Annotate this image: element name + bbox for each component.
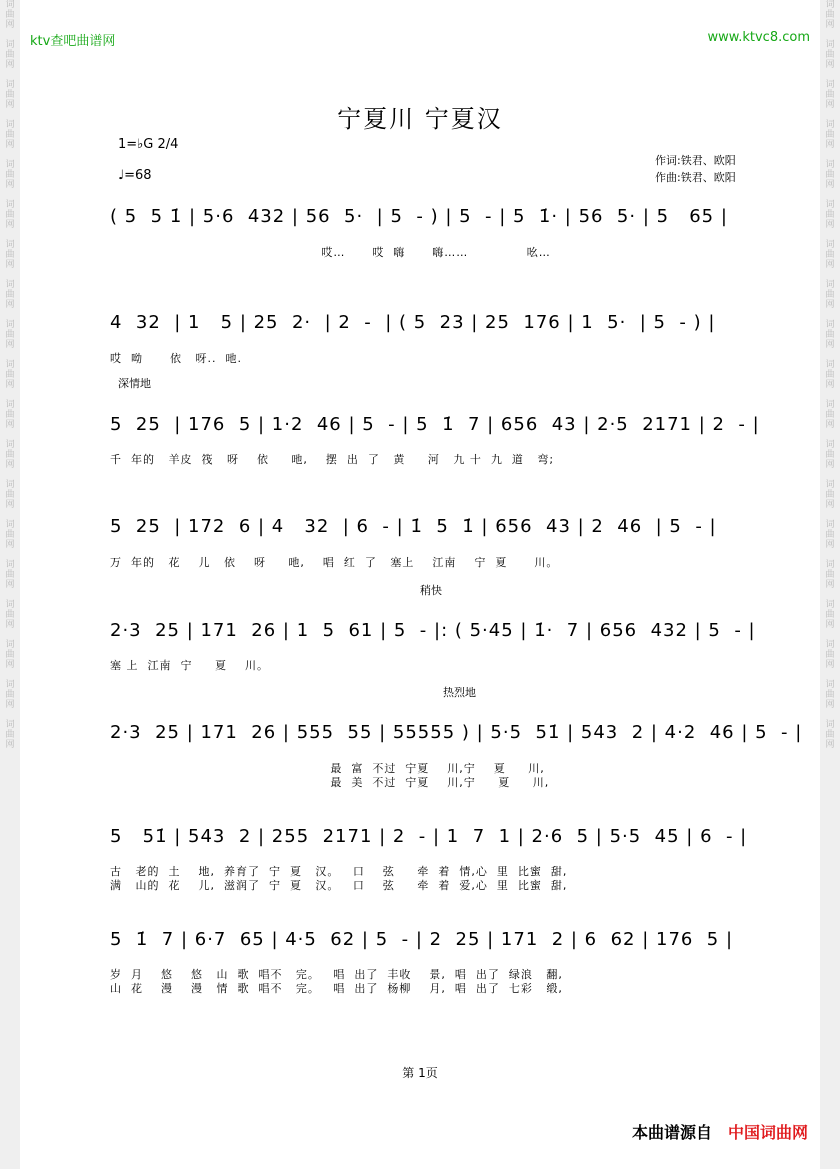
side-watermark-left: 词 曲 网 词 曲 网 词 曲 网 词 曲 网 词 曲 网 词 曲 网 词 曲 网 词 曲 网 词 曲 网 词 曲 网 词 曲 网 词 曲 网 词 曲 网 词 曲 网 词 曲 网 词 曲 网 词 曲 网 词 曲 网 词 曲 网 [0,0,20,1169]
lyric-line-4: 万 年的 花 儿 依 呀 吔, 唱 红 了 塞上 江南 宁 夏 川。 [110,556,559,569]
notation-row-2: 4 32 | 1 5 | 25 2· | 2 - | ( 5 23 | 25 176 | 1 5· | 5 - ) | [110,312,716,333]
notation-row-1: ( 5 5 1̇ | 5·6 432 | 56 5· | 5 - ) | 5 - | 5 1̇· | 56 5· | 5 65 | [110,206,728,227]
lyric-line-7a: 古 老的 土 地, 养育了 宁 夏 汉。 口 弦 牵 着 情,心 里 比蜜 甜, [110,865,568,878]
key-signature: 1=♭G 2/4 [118,137,179,152]
lyric-line-8b: 山 花 漫 漫 情 歌 唱不 完。 唱 出了 杨柳 月, 唱 出了 七彩 缎, [110,982,563,995]
composer: 作曲:铁君、欧阳 [655,171,736,184]
notation-row-5: 2·3 25 | 171 26 | 1 5 61 | 5 - |: ( 5·45 | 1̇· 7 | 656 432 | 5 - | [110,620,756,641]
lyric-line-7b: 满 山的 花 儿, 滋润了 宁 夏 汉。 口 弦 牵 着 爱,心 里 比蜜 甜, [110,879,568,892]
source-credit [632,1120,808,1143]
notation-row-4: 5 25 | 172 6 | 4 32 | 6 - | 1̇ 5 1̇ | 656 43 | 2 46 | 5 - | [110,516,717,537]
song-title: 宁夏川 宁夏汉 [337,105,503,133]
lyric-line-1: 哎… 哎 嗨 嗨…… 吆… [110,246,551,259]
credits [655,152,736,186]
lyric-line-3: 千 年的 羊皮 筏 呀 依 吔, 摆 出 了 黄 河 九 十 九 道 弯; [110,453,555,466]
page-number: 第 1页 [402,1066,438,1080]
lyric-line-5: 塞 上 江南 宁 夏 川。 [110,659,269,672]
tempo-marking: ♩=68 [118,168,152,183]
expression-marking-3: 热烈地 [443,686,476,699]
lyric-line-8a: 岁 月 悠 悠 山 歌 唱不 完。 唱 出了 丰收 景, 唱 出了 绿浪 翻, [110,968,563,981]
lyric-line-6a: 最 富 不过 宁夏 川,宁 夏 川, [110,762,545,775]
site-name-left: ktv查吧曲谱网 [30,34,116,49]
site-url-right: www.ktvc8.com [707,30,810,45]
lyric-line-2: 哎 呦 依 呀.. 吔. [110,352,242,365]
lyricist: 作词:铁君、欧阳 [655,154,736,167]
side-watermark-right: 词 曲 网 词 曲 网 词 曲 网 词 曲 网 词 曲 网 词 曲 网 词 曲 网 词 曲 网 词 曲 网 词 曲 网 词 曲 网 词 曲 网 词 曲 网 词 曲 网 词 曲 网 词 曲 网 词 曲 网 词 曲 网 词 曲 网 [820,0,840,1169]
lyric-line-6b: 最 美 不过 宁夏 川,宁 夏 川, [110,776,550,789]
notation-row-6: 2·3 25 | 171 26 | 555 55 | 55555 ) | 5·5 51̇ | 543 2 | 4·2 46 | 5 - | [110,722,803,743]
notation-row-8: 5 1̇ 7 | 6·7 65 | 4·5 62 | 5 - | 2 25 | 171 2 | 6 62 | 176 5 | [110,929,734,950]
notation-row-7: 5 51̇ | 543 2 | 255 2171 | 2 - | 1 7 1 | 2·6 5 | 5·5 45 | 6 - | [110,826,748,847]
source-label: 本曲谱源自 [631,1123,712,1142]
source-brand[interactable]: 中国词曲网 [727,1123,808,1142]
expression-marking-1: 深情地 [118,377,151,390]
notation-row-3: 5 25 | 176 5 | 1·2 46 | 5 - | 5 1̇ 7 | 656 43 | 2·5 2171 | 2 - | [110,414,760,435]
expression-marking-2: 稍快 [420,584,442,597]
